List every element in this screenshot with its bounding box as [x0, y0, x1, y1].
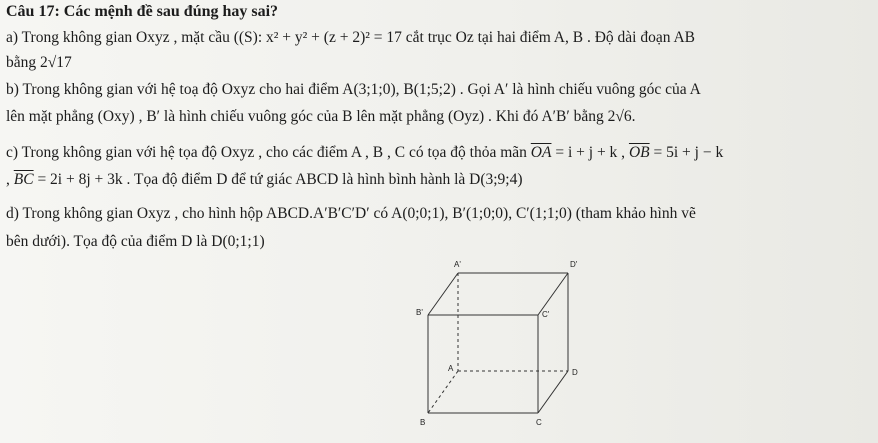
statement-c-text-4: ,: [6, 171, 14, 188]
statement-c-text-3: = 5i + j − k: [649, 144, 724, 161]
edge-dprime-cprime: [538, 273, 568, 315]
label-b: B: [420, 418, 426, 427]
statement-c-line2: [6, 170, 523, 190]
question-title: Câu 17: Các mệnh đề sau đúng hay sai?: [6, 3, 279, 20]
statement-c-line1: [6, 143, 723, 163]
statement-c-text-1: c) Trong không gian với hệ tọa độ Oxyz , cho các điểm A , B , C có tọa độ thỏa mãn: [6, 144, 531, 161]
statement-d-line2: bên dưới). Tọa độ của điểm D là D(0;1;1): [6, 233, 265, 250]
statement-a-line2: bằng 2√17: [6, 54, 72, 71]
statement-d-line1: d) Trong không gian Oxyz , cho hình hộp ABCD.A′B′C′D′ có A(0;0;1), B′(1;0;0), C′(1;1;0) (tham khảo hình vẽ: [6, 205, 696, 222]
edge-aprime-bprime: [428, 273, 458, 315]
label-a: A: [448, 364, 454, 373]
vector-ob: $\overline{OB}$: [628, 144, 650, 161]
edge-c-d: [538, 371, 568, 413]
label-c: C: [536, 418, 542, 427]
statement-c-text-2: = i + j + k ,: [551, 144, 629, 161]
statement-b-line2: lên mặt phẳng (Oxy) , B′ là hình chiếu vuông góc của B lên mặt phẳng (Oyz) . Khi đó A′B′ bằng 2√6.: [6, 108, 636, 125]
vector-oa: $\overline{OA}$: [530, 144, 552, 161]
label-aprime: A': [454, 260, 461, 269]
statement-c-text-5: = 2i + 8j + 3k . Tọa độ điểm D để tứ giác ABCD là hình bình hành là D(3;9;4): [33, 171, 523, 188]
label-bprime: B': [416, 308, 423, 317]
label-d: D: [572, 368, 578, 377]
label-dprime: D': [570, 260, 578, 269]
edge-a-b: [428, 371, 458, 413]
vector-bc: $\overline{BC}$: [13, 171, 34, 188]
parallelepiped-figure: [398, 255, 588, 443]
label-cprime: C': [542, 310, 550, 319]
statement-a-line1: a) Trong không gian Oxyz , mặt cầu ((S): x² + y² + (z + 2)² = 17 cắt trục Oz tại hai điểm A, B . Độ dài đoạn AB: [6, 29, 696, 46]
statement-b-line1: b) Trong không gian với hệ toạ độ Oxyz cho hai điểm A(3;1;0), B(1;5;2) . Gọi A′ là hình chiếu vuông góc của A: [6, 81, 701, 98]
